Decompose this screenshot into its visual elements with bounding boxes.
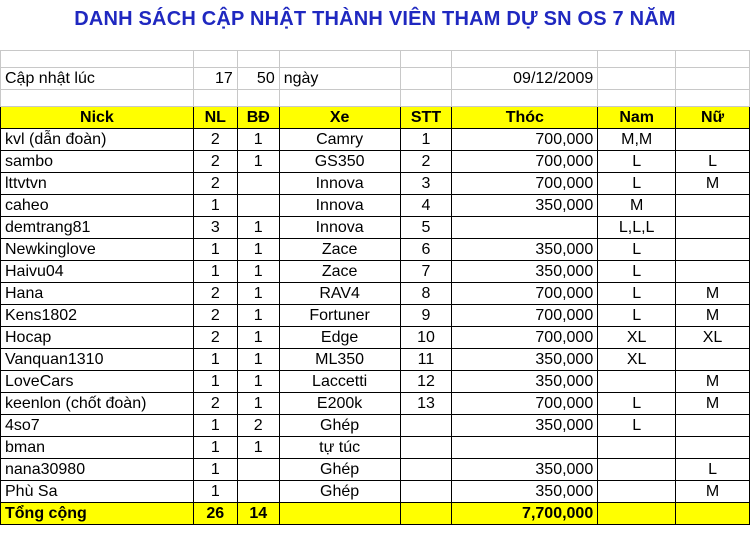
cell-nl: 1 [193, 459, 237, 481]
cell-nam: L [598, 305, 676, 327]
cell-stt: 7 [400, 261, 452, 283]
cell-nam: XL [598, 349, 676, 371]
cell-nl: 3 [193, 217, 237, 239]
cell-nl: 2 [193, 173, 237, 195]
cell-xe: Zace [279, 261, 400, 283]
table-row [1, 481, 750, 503]
cell-nam: M,M [598, 129, 676, 151]
cell-bd: 1 [237, 305, 279, 327]
table-row [1, 195, 750, 217]
update-hour: 17 [193, 68, 237, 90]
cell-bd: 1 [237, 129, 279, 151]
cell-thoc: 700,000 [452, 283, 598, 305]
cell-stt: 11 [400, 349, 452, 371]
update-minute: 50 [237, 68, 279, 90]
cell-nu: M [676, 305, 750, 327]
table-row [1, 129, 750, 151]
cell-xe: Fortuner [279, 305, 400, 327]
cell-stt: 4 [400, 195, 452, 217]
cell-stt [400, 459, 452, 481]
cell-nam [598, 459, 676, 481]
cell-xe: Ghép [279, 459, 400, 481]
cell-nam: M [598, 195, 676, 217]
cell-bd: 1 [237, 217, 279, 239]
cell-nu [676, 217, 750, 239]
cell-nl: 1 [193, 261, 237, 283]
table-row [1, 239, 750, 261]
cell-nu: L [676, 151, 750, 173]
cell-nam: L [598, 261, 676, 283]
cell-nick: Hocap [1, 327, 194, 349]
cell-nick: kvl (dẫn đoàn) [1, 129, 194, 151]
table-row [1, 437, 750, 459]
cell-nu [676, 437, 750, 459]
total-bd: 14 [237, 503, 279, 525]
cell-nu: M [676, 173, 750, 195]
cell-bd: 1 [237, 371, 279, 393]
table-row [1, 327, 750, 349]
cell-nick: LoveCars [1, 371, 194, 393]
cell-nam: XL [598, 327, 676, 349]
cell-nl: 1 [193, 481, 237, 503]
table-row [1, 261, 750, 283]
cell-nl: 2 [193, 283, 237, 305]
sheet-title: DANH SÁCH CẬP NHẬT THÀNH VIÊN THAM DỰ SN OS 7 NĂM [74, 8, 676, 30]
cell-nl: 1 [193, 349, 237, 371]
cell-nick: Phù Sa [1, 481, 194, 503]
cell-stt: 8 [400, 283, 452, 305]
cell-nick: lttvtvn [1, 173, 194, 195]
cell-thoc [452, 437, 598, 459]
header-xe: Xe [279, 107, 400, 129]
cell-nick: Newkinglove [1, 239, 194, 261]
cell-nl: 2 [193, 393, 237, 415]
cell-nick: sambo [1, 151, 194, 173]
cell-nu: M [676, 481, 750, 503]
cell-nu [676, 261, 750, 283]
cell-xe: Ghép [279, 415, 400, 437]
update-row [1, 68, 750, 90]
header-row [1, 107, 750, 129]
cell-nu [676, 349, 750, 371]
cell-stt: 3 [400, 173, 452, 195]
cell-nu [676, 129, 750, 151]
cell-xe: Edge [279, 327, 400, 349]
cell-nam: L [598, 415, 676, 437]
cell-nu: L [676, 459, 750, 481]
cell-nu: M [676, 393, 750, 415]
cell-nick: 4so7 [1, 415, 194, 437]
cell-thoc: 350,000 [452, 195, 598, 217]
cell-stt: 5 [400, 217, 452, 239]
total-label: Tổng cộng [1, 503, 194, 525]
cell-thoc: 700,000 [452, 393, 598, 415]
cell-bd: 1 [237, 349, 279, 371]
cell-bd: 1 [237, 261, 279, 283]
table-row [1, 393, 750, 415]
cell-nick: Kens1802 [1, 305, 194, 327]
cell-nam: L [598, 173, 676, 195]
table-row [1, 305, 750, 327]
cell-bd: 1 [237, 239, 279, 261]
cell-nl: 1 [193, 239, 237, 261]
header-nl: NL [193, 107, 237, 129]
cell-nu [676, 195, 750, 217]
table-row [1, 173, 750, 195]
cell-nick: nana30980 [1, 459, 194, 481]
cell-xe: ML350 [279, 349, 400, 371]
table-row [1, 283, 750, 305]
cell-thoc: 350,000 [452, 415, 598, 437]
cell-nam [598, 481, 676, 503]
cell-nam [598, 371, 676, 393]
table-row [1, 349, 750, 371]
cell-nam: L [598, 151, 676, 173]
cell-stt: 6 [400, 239, 452, 261]
cell-thoc: 700,000 [452, 151, 598, 173]
header-thoc: Thóc [452, 107, 598, 129]
cell-nick: Vanquan1310 [1, 349, 194, 371]
total-row [1, 503, 750, 525]
cell-thoc: 350,000 [452, 459, 598, 481]
cell-bd: 1 [237, 327, 279, 349]
table-row [1, 151, 750, 173]
cell-nu [676, 239, 750, 261]
table-row [1, 217, 750, 239]
cell-bd: 1 [237, 151, 279, 173]
cell-xe: Innova [279, 195, 400, 217]
cell-nu: XL [676, 327, 750, 349]
cell-nl: 2 [193, 327, 237, 349]
header-nu: Nữ [676, 107, 750, 129]
update-label: Cập nhật lúc [1, 68, 194, 90]
cell-bd: 1 [237, 437, 279, 459]
cell-bd: 2 [237, 415, 279, 437]
cell-nl: 2 [193, 151, 237, 173]
update-date: 09/12/2009 [452, 68, 598, 90]
cell-nick: keenlon (chốt đoàn) [1, 393, 194, 415]
cell-nu [676, 415, 750, 437]
cell-thoc: 350,000 [452, 239, 598, 261]
cell-xe: RAV4 [279, 283, 400, 305]
cell-nick: Haivu04 [1, 261, 194, 283]
total-thoc: 7,700,000 [452, 503, 598, 525]
cell-thoc [452, 217, 598, 239]
cell-stt: 2 [400, 151, 452, 173]
cell-xe: GS350 [279, 151, 400, 173]
update-day-label: ngày [279, 68, 400, 90]
cell-nl: 1 [193, 437, 237, 459]
cell-stt: 9 [400, 305, 452, 327]
cell-nu: M [676, 283, 750, 305]
cell-xe: Ghép [279, 481, 400, 503]
cell-stt: 10 [400, 327, 452, 349]
cell-nick: demtrang81 [1, 217, 194, 239]
member-table [0, 50, 750, 525]
cell-nl: 1 [193, 415, 237, 437]
cell-stt [400, 481, 452, 503]
cell-xe: Laccetti [279, 371, 400, 393]
cell-nam: L,L,L [598, 217, 676, 239]
header-nick: Nick [1, 107, 194, 129]
cell-stt: 1 [400, 129, 452, 151]
cell-xe: Zace [279, 239, 400, 261]
cell-xe: Innova [279, 173, 400, 195]
cell-nl: 1 [193, 195, 237, 217]
cell-nam: L [598, 393, 676, 415]
header-bd: BĐ [237, 107, 279, 129]
cell-nick: caheo [1, 195, 194, 217]
cell-bd [237, 173, 279, 195]
cell-thoc: 350,000 [452, 261, 598, 283]
cell-thoc: 350,000 [452, 481, 598, 503]
cell-stt [400, 415, 452, 437]
cell-thoc: 700,000 [452, 327, 598, 349]
cell-stt: 13 [400, 393, 452, 415]
cell-nam: L [598, 239, 676, 261]
cell-thoc: 700,000 [452, 129, 598, 151]
cell-stt [400, 437, 452, 459]
cell-thoc: 350,000 [452, 371, 598, 393]
cell-xe: E200k [279, 393, 400, 415]
cell-stt: 12 [400, 371, 452, 393]
cell-xe: tự túc [279, 437, 400, 459]
table-row [1, 415, 750, 437]
cell-nl: 2 [193, 305, 237, 327]
cell-bd: 1 [237, 393, 279, 415]
cell-thoc: 700,000 [452, 173, 598, 195]
table-row [1, 459, 750, 481]
cell-nl: 1 [193, 371, 237, 393]
header-nam: Nam [598, 107, 676, 129]
total-nl: 26 [193, 503, 237, 525]
cell-thoc: 700,000 [452, 305, 598, 327]
cell-nam: L [598, 283, 676, 305]
cell-bd [237, 459, 279, 481]
header-stt: STT [400, 107, 452, 129]
cell-nam [598, 437, 676, 459]
cell-nl: 2 [193, 129, 237, 151]
cell-nick: bman [1, 437, 194, 459]
cell-bd [237, 195, 279, 217]
cell-nick: Hana [1, 283, 194, 305]
cell-xe: Camry [279, 129, 400, 151]
cell-nu: M [676, 371, 750, 393]
table-row [1, 371, 750, 393]
cell-xe: Innova [279, 217, 400, 239]
cell-bd [237, 481, 279, 503]
cell-bd: 1 [237, 283, 279, 305]
cell-thoc: 350,000 [452, 349, 598, 371]
